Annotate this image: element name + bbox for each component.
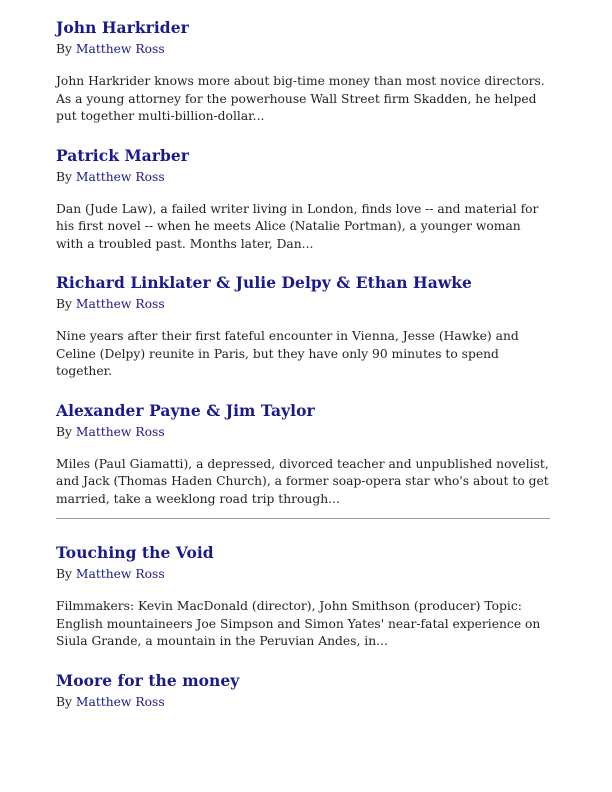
article-excerpt: Filmmakers: Kevin MacDonald (director), John Smithson (producer) Topic: English mountaineers Joe Simpson and Simon Yates' near-fatal experience on Siula Grande, a mountain in the Peruvian Andes, in... (56, 599, 541, 648)
article-excerpt: Miles (Paul Giamatti), a depressed, divorced teacher and unpublished novelist, and Jack (Thomas Haden Church), a former soap-opera star who's about to get married, take a weeklong road trip through... (56, 456, 549, 506)
article-byline (56, 693, 550, 711)
spacer (56, 126, 550, 145)
article-excerpt: Dan (Jude Law), a failed writer living in London, finds love -- and material for his first novel -- when he meets Alice (Natalie Portman), a younger woman with a troubled past. Months later, Dan... (56, 201, 539, 251)
article-byline (56, 423, 550, 441)
author-link[interactable]: Matthew Ross (75, 567, 165, 581)
author-link[interactable]: Matthew Ross (75, 297, 165, 311)
author-link[interactable]: Matthew Ross (75, 42, 165, 56)
article-excerpt: Nine years after their first fateful encounter in Vienna, Jesse (Hawke) and Celine (Delpy) reunite in Paris, but they have only 90 minutes to spend together. (56, 329, 519, 378)
article-title-link[interactable]: Alexander Payne & Jim Taylor (56, 400, 315, 420)
article-excerpt: John Harkrider knows more about big-time money than most novice directors. As a young attorney for the powerhouse Wall Street firm Skadden, he helped put together multi-billion-dollar... (56, 74, 545, 123)
article-title-link[interactable]: Moore for the money (56, 670, 240, 690)
spacer (56, 651, 550, 670)
article-item (56, 542, 550, 651)
article-title-link[interactable]: Touching the Void (56, 543, 214, 562)
article-item (56, 670, 550, 711)
article-item (56, 145, 550, 254)
article-list (56, 17, 550, 711)
article-item (56, 17, 550, 126)
spacer (56, 381, 550, 400)
byline-prefix: By (56, 42, 72, 56)
spacer (56, 253, 550, 272)
byline-prefix: By (56, 424, 72, 439)
byline-prefix: By (56, 297, 72, 311)
article-title-link[interactable]: John Harkrider (56, 18, 189, 37)
article-title-link[interactable]: Patrick Marber (56, 145, 190, 165)
article-item (56, 272, 550, 381)
article-byline (56, 168, 550, 186)
byline-prefix: By (56, 694, 72, 709)
article-byline (56, 565, 550, 583)
byline-prefix: By (56, 169, 72, 184)
article-byline (56, 295, 550, 313)
article-item (56, 400, 550, 509)
author-link[interactable]: Matthew Ross (75, 694, 165, 709)
byline-prefix: By (56, 567, 72, 581)
section-divider (56, 518, 550, 519)
author-link[interactable]: Matthew Ross (75, 169, 165, 184)
article-byline (56, 40, 550, 58)
author-link[interactable]: Matthew Ross (75, 424, 165, 439)
article-title-link[interactable]: Richard Linklater & Julie Delpy & Ethan Hawke (56, 273, 472, 292)
